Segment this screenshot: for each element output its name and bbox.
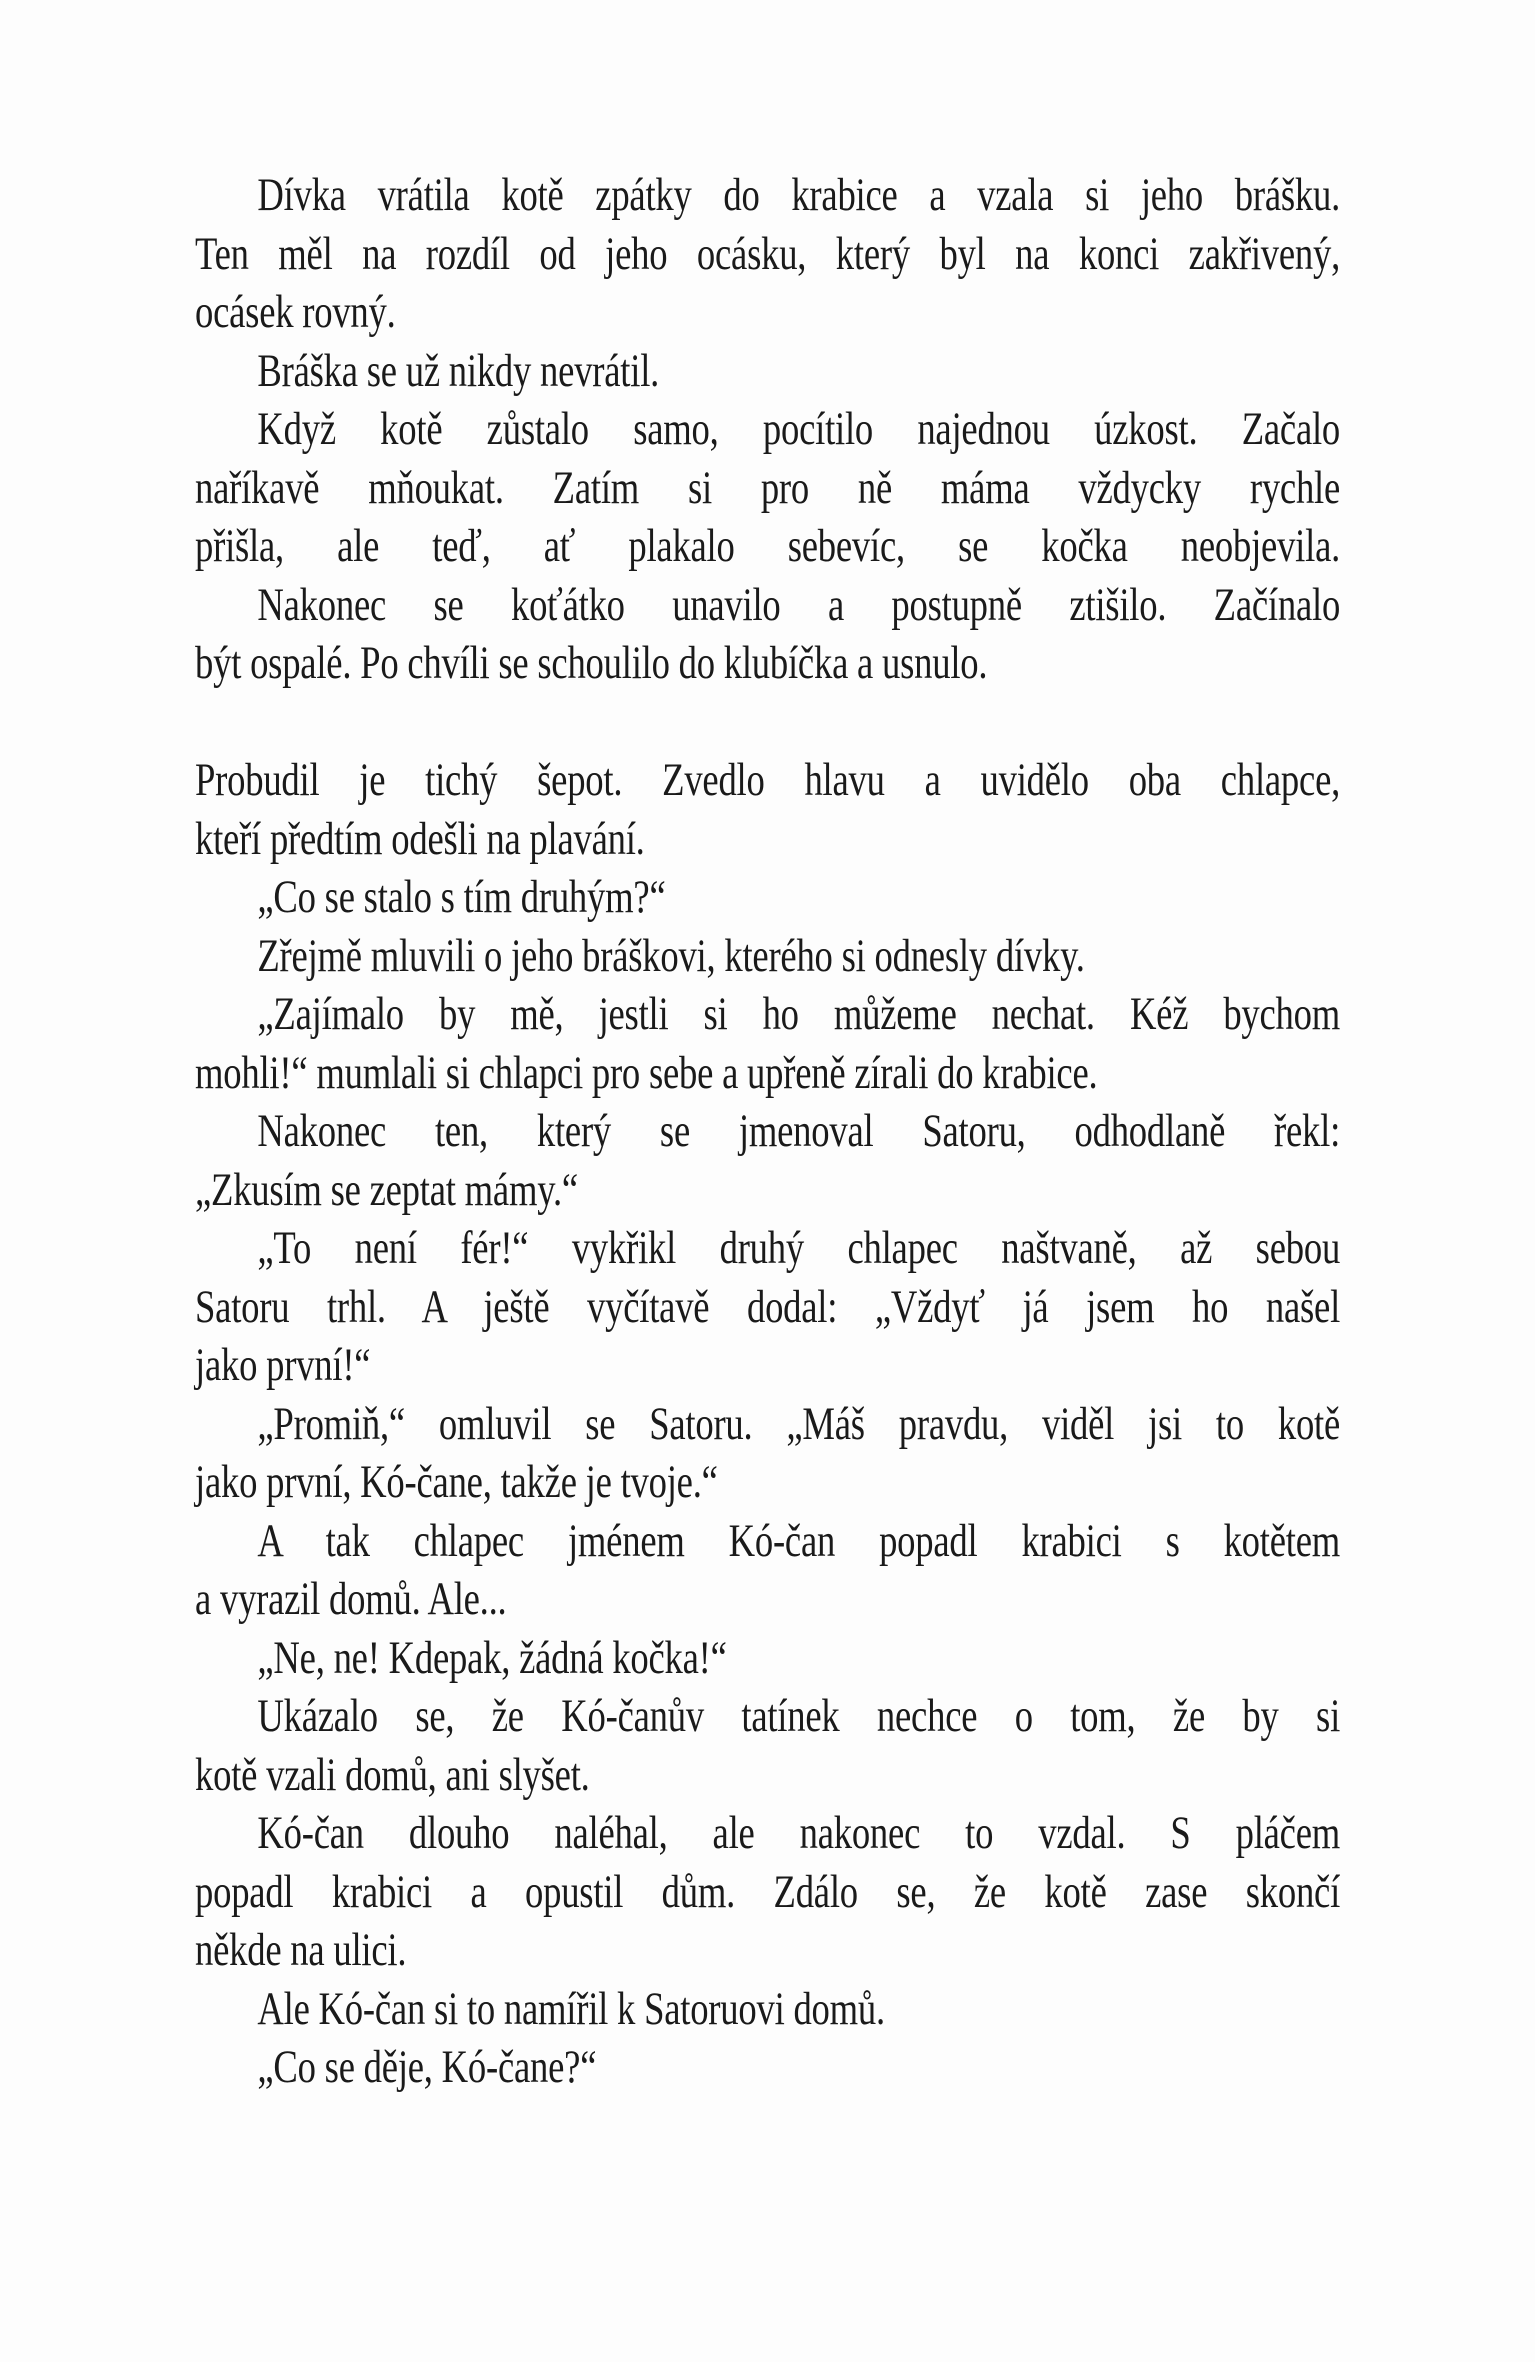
text-line: mohli!“ mumlali si chlapci pro sebe a upřeně zírali do krabice. [195, 1046, 1098, 1099]
text-line: „To není fér!“ vykřikl druhý chlapec naštvaně, až sebou [257, 1222, 1341, 1274]
text-line: popadl krabici a opustil dům. Zdálo se, že kotě zase skončí [195, 1865, 1341, 1918]
text-line: Probudil je tichý šepot. Zvedlo hlavu a uvidělo oba chlapce, [195, 754, 1341, 806]
text-line: naříkavě mňoukat. Zatím si pro ně máma vždycky rychle [195, 461, 1341, 514]
text-line: Nakonec ten, který se jmenoval Satoru, odhodlaně řekl: [257, 1105, 1341, 1157]
text-line: Nakonec se koťátko unavilo a postupně ztišilo. Začínalo [257, 578, 1341, 631]
text-line: kteří předtím odešli na plavání. [195, 812, 645, 865]
text-line: ocásek rovný. [195, 286, 396, 338]
text-line: Zřejmě mluvili o jeho bráškovi, kterého si odnesly dívky. [257, 929, 1085, 982]
text-line: „Promiň,“ omluvil se Satoru. „Máš pravdu, viděl jsi to kotě [257, 1397, 1341, 1450]
text-line: a vyrazil domů. Ale... [195, 1573, 507, 1625]
text-line: Satoru trhl. A ještě vyčítavě dodal: „Vždyť já jsem ho našel [195, 1280, 1341, 1333]
text-line: Ale Kó-čan si to namířil k Satoruovi domů. [257, 1982, 885, 2035]
text-line: Kó-čan dlouho naléhal, ale nakonec to vzdal. S pláčem [257, 1807, 1341, 1859]
text-line: jako první, Kó-čane, takže je tvoje.“ [195, 1456, 718, 1508]
text-line: kotě vzali domů, ani slyšet. [195, 1748, 590, 1801]
text-line: Bráška se už nikdy nevrátil. [257, 344, 660, 397]
text-line: „Co se stalo s tím druhým?“ [257, 871, 666, 923]
text-line: přišla, ale teď, ať plakalo sebevíc, se kočka neobjevila. [195, 520, 1341, 572]
text-line: jako první!“ [195, 1339, 371, 1391]
text-line: „Ne, ne! Kdepak, žádná kočka!“ [257, 1631, 727, 1684]
text-line: Dívka vrátila kotě zpátky do krabice a vzala si jeho brášku. [257, 169, 1341, 221]
text-line: někde na ulici. [195, 1924, 407, 1976]
text-line: A tak chlapec jménem Kó-čan popadl krabici s kotětem [257, 1514, 1341, 1567]
text-line: Ten měl na rozdíl od jeho ocásku, který byl na konci zakřivený, [195, 227, 1341, 280]
text-line: „Zajímalo by mě, jestli si ho můžeme nechat. Kéž bychom [257, 988, 1341, 1040]
text-line: „Co se děje, Kó-čane?“ [257, 2041, 597, 2093]
text-line: Ukázalo se, že Kó-čanův tatínek nechce o tom, že by si [257, 1690, 1341, 1742]
text-line: „Zkusím se zeptat mámy.“ [195, 1163, 578, 1216]
text-line: Když kotě zůstalo samo, pocítilo najednou úzkost. Začalo [257, 403, 1341, 455]
text-line: být ospalé. Po chvíli se schoulilo do klubíčka a usnulo. [195, 637, 988, 689]
text-block [195, 166, 1340, 2097]
